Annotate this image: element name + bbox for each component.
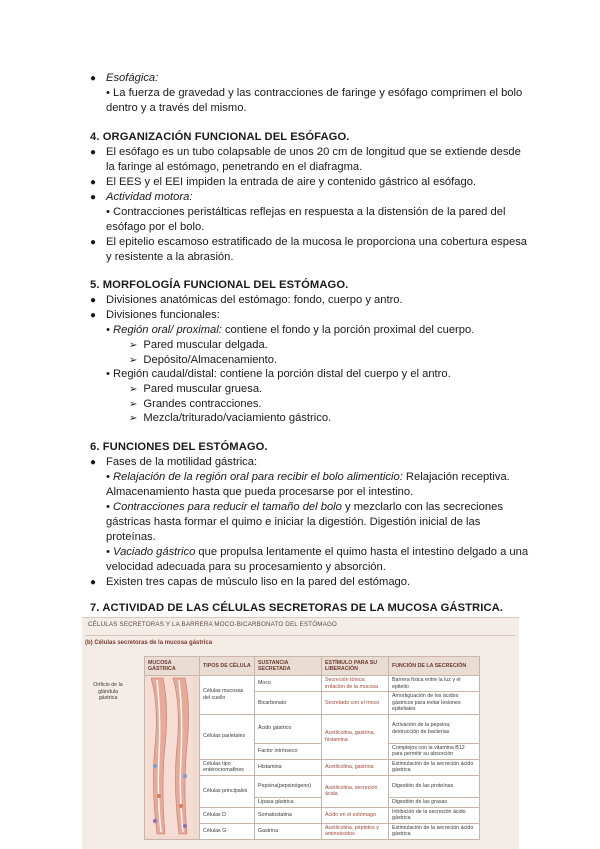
- table-cell: Secretado con el moco: [322, 692, 389, 715]
- table-cell: Pepsina(pepsinógeno): [255, 775, 322, 798]
- bullet: ●: [90, 457, 97, 468]
- figure-divider: [85, 635, 516, 636]
- text-line: • Contracciones para reducir el tamaño del bolo y mezclarlo con las secreciones: [106, 501, 503, 513]
- table-cell: Somatostatina: [255, 807, 322, 823]
- bullet: ●: [90, 192, 97, 203]
- section-6-heading: 6. FUNCIONES DEL ESTÓMAGO.: [90, 441, 268, 453]
- text-line: la faringe al estómago, penetrando en el diafragma.: [106, 161, 363, 173]
- text-line: esófago por el bolo.: [106, 221, 205, 233]
- table-cell: Lipasa gástrica: [255, 798, 322, 808]
- text-line: • Región caudal/distal: contiene la porción distal del cuerpo y el antro.: [106, 368, 451, 380]
- text-line: • Vaciado gástrico que propulsa lentamente el quimo hasta el intestino delgado a una: [106, 546, 529, 558]
- sub-item: ➢ Grandes contracciones.: [129, 398, 262, 410]
- table-cell: Digestión de las proteínas: [389, 775, 480, 798]
- col-header: ESTÍMULO PARA SU LIBERACIÓN: [322, 657, 389, 676]
- text-line: Fases de la motilidad gástrica:: [106, 456, 258, 468]
- text-line: • La fuerza de gravedad y las contracciones de faringe y esófago comprimen el bolo: [106, 87, 523, 99]
- section-7-heading: 7. ACTIVIDAD DE LAS CÉLULAS SECRETORAS DE LA MUCOSA GÁSTRICA.: [90, 602, 504, 614]
- text-line: El EES y el EEI impiden la entrada de aire y contenido gástrico al esófago.: [106, 176, 477, 188]
- table-cell: Gastrina: [255, 823, 322, 839]
- text-line: Actividad motora:: [106, 191, 193, 203]
- table-cell: Amortiguación de los ácidos gástricos para evitar lesiones epiteliales: [389, 692, 480, 715]
- col-header: FUNCIÓN DE LA SECRECIÓN: [389, 657, 480, 676]
- cell-type: Células D: [200, 807, 255, 823]
- col-header: SUSTANCIA SECRETADA: [255, 657, 322, 676]
- text-line: El esófago es un tubo colapsable de unos 20 cm de longitud que se extiende desde: [106, 146, 521, 158]
- table-cell: Activación de la pepsina; destrucción de bacterias: [389, 714, 480, 743]
- table-cell: Acetilcolina, gastrina, histamina: [322, 714, 389, 759]
- gastric-gland-icon: [145, 676, 193, 836]
- table-cell: Complejos con la vitamina B12 para permitir su absorción: [389, 743, 480, 759]
- table-cell: Inhibición de la secreción ácido gástrica: [389, 807, 480, 823]
- cell-type: Células parietales: [200, 714, 255, 759]
- table-cell: Factor intrínseco: [255, 743, 322, 759]
- table-cell: Digestión de las grasas: [389, 798, 480, 808]
- gland-illustration: [145, 676, 200, 840]
- table-cell: Histamina: [255, 759, 322, 775]
- sub-item: ➢ Mezcla/triturado/vaciamiento gástrico.: [129, 412, 332, 424]
- cell-type: Células principales: [200, 775, 255, 807]
- text-line: velocidad adecuada para su procesamiento y absorción.: [106, 561, 386, 573]
- table-cell: Acetilcolina, péptidos y aminoácidos: [322, 823, 389, 839]
- table-cell: Bicarbonato: [255, 692, 322, 715]
- text-line: Existen tres capas de músculo liso en la pared del estómago.: [106, 576, 411, 588]
- text-line: dentro y a través del mismo.: [106, 102, 247, 114]
- text-line: El epitelio escamoso estratificado de la mucosa le proporciona una cobertura espesa: [106, 236, 528, 248]
- table-cell: Estimulación de la secreción ácido gástrica: [389, 823, 480, 839]
- text-line: gástricas hasta formar el quimo e iniciar la digestión. Digestión inicial de las: [106, 516, 481, 528]
- text-line: • Contracciones peristálticas reflejas en respuesta a la distensión de la pared del: [106, 206, 506, 218]
- text-line: y resistente a la abrasión.: [106, 251, 234, 263]
- cell-type: Células G: [200, 823, 255, 839]
- gland-label: Orificio de la glándula gástrica: [93, 682, 123, 701]
- col-header: MUCOSA GÁSTRICA: [145, 657, 200, 676]
- text-line: Almacenamiento hasta que pueda procesarse por el intestino.: [106, 486, 414, 498]
- bullet: ●: [90, 577, 97, 588]
- table-cell: Moco: [255, 676, 322, 692]
- bullet: ●: [90, 147, 97, 158]
- bullet: ●: [90, 237, 97, 248]
- table-cell: Acetilcolina, gastrina: [322, 759, 389, 775]
- text-line: Divisiones anatómicas del estómago: fondo, cuerpo y antro.: [106, 294, 403, 306]
- section-5-heading: 5. MORFOLOGÍA FUNCIONAL DEL ESTÓMAGO.: [90, 279, 349, 291]
- figure-subtitle: (b) Células secretoras de la mucosa gástrica: [85, 640, 213, 646]
- bullet: ●: [90, 177, 97, 188]
- section-4-heading: 4. ORGANIZACIÓN FUNCIONAL DEL ESÓFAGO.: [90, 131, 350, 143]
- table-cell: Ácido en el estómago: [322, 807, 389, 823]
- secretion-table: [144, 656, 480, 840]
- table-cell: Ácido gástrico: [255, 714, 322, 743]
- table-cell: Acetilcolina, secreción ácida: [322, 775, 389, 807]
- figure-title: CÉLULAS SECRETORAS Y LA BARRERA MOCO-BICARBONATO DEL ESTÓMAGO: [88, 621, 337, 628]
- table-cell: Secreción tónica; irritación de la mucosa: [322, 676, 389, 692]
- text-line: • Relajación de la región oral para recibir el bolo alimenticio: Relajación receptiva.: [106, 471, 510, 483]
- sub-item: ➢ Pared muscular delgada.: [129, 339, 268, 351]
- table-cell: Estimulación de la secreción ácido gástrica: [389, 759, 480, 775]
- cell-type: Células tipo enterocromafines: [200, 759, 255, 775]
- cell-type: Células mucosas del cuello: [200, 676, 255, 715]
- bullet: ●: [90, 73, 97, 84]
- table-cell: Barrera física entre la luz y el epitelio: [389, 676, 480, 692]
- item-esofagica-title: Esofágica:: [106, 72, 159, 84]
- sub-item: ➢ Depósito/Almacenamiento.: [129, 354, 278, 366]
- text-line: Divisiones funcionales:: [106, 309, 220, 321]
- secretory-cells-figure: [82, 617, 519, 849]
- bullet: ●: [90, 295, 97, 306]
- sub-item: ➢ Pared muscular gruesa.: [129, 383, 263, 395]
- col-header: TIPOS DE CÉLULA: [200, 657, 255, 676]
- bullet: ●: [90, 310, 97, 321]
- text-line: • Región oral/ proximal: contiene el fondo y la porción proximal del cuerpo.: [106, 324, 475, 336]
- text-line: proteínas.: [106, 531, 156, 543]
